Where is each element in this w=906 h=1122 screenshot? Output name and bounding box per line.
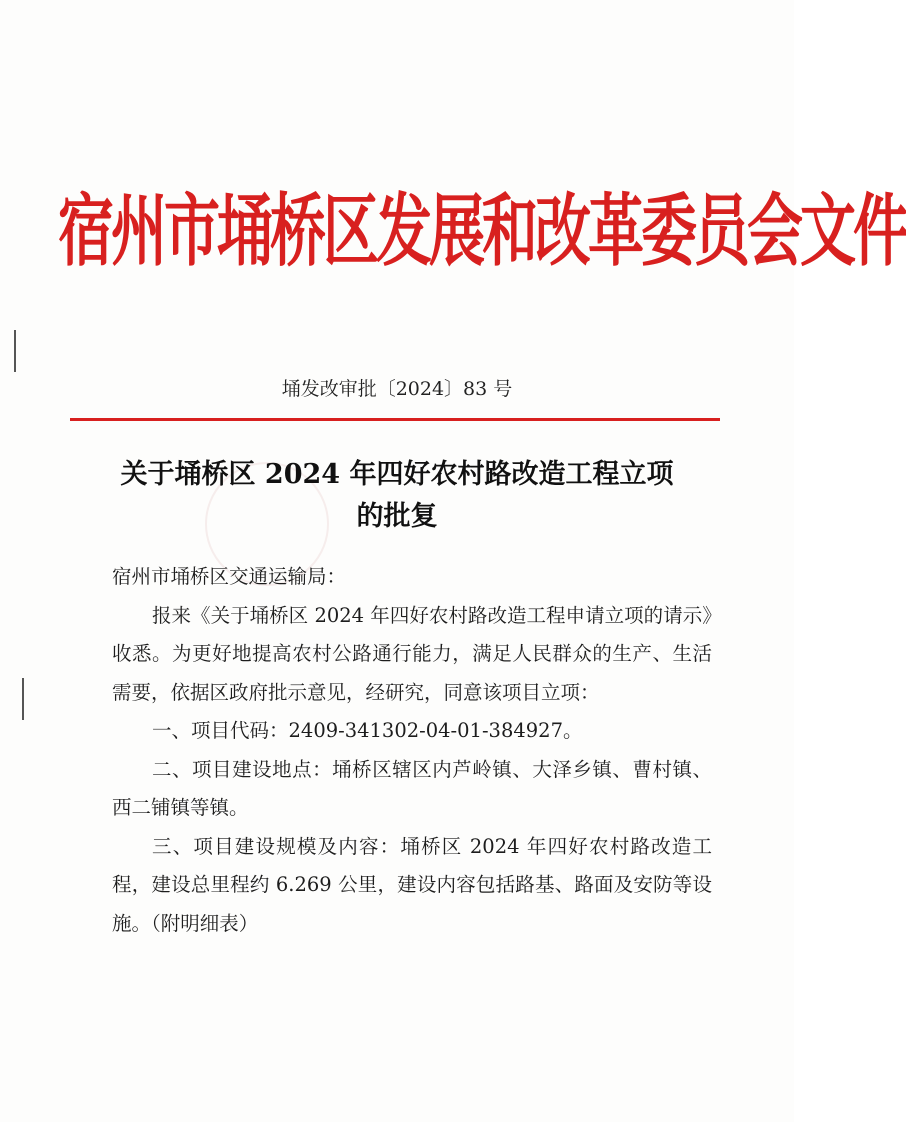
- document-body: [112, 558, 712, 943]
- body-paragraph: 二、项目建设地点：埇桥区辖区内芦岭镇、大泽乡镇、曹村镇、西二铺镇等镇。: [112, 757, 712, 819]
- document-title-line-2: 的批复: [356, 501, 438, 532]
- body-paragraph: 一、项目代码：2409-341302-04-01-384927。: [152, 719, 583, 742]
- document-number: 埇发改审批〔2024〕83 号: [281, 378, 513, 400]
- binding-hole-mark: [22, 678, 24, 720]
- red-divider-line: [70, 418, 720, 421]
- document-title-line-1: 关于埇桥区 2024 年四好农村路改造工程立项: [120, 459, 674, 490]
- body-paragraph: 三、项目建设规模及内容：埇桥区 2024 年四好农村路改造工程，建设总里程约 6.269 公里，建设内容包括路基、路面及安防等设施。（附明细表）: [112, 834, 712, 935]
- issuing-authority-title: 宿州市埇桥区发展和改革委员会文件: [58, 185, 906, 278]
- addressee: 宿州市埇桥区交通运输局：: [112, 565, 347, 588]
- body-paragraph: 报来《关于埇桥区 2024 年四好农村路改造工程申请立项的请示》收悉。为更好地提高农村公路通行能力，满足人民群众的生产、生活需要，依据区政府批示意见，经研究，同意该项目立项：: [112, 603, 712, 704]
- binding-hole-mark: [14, 330, 16, 372]
